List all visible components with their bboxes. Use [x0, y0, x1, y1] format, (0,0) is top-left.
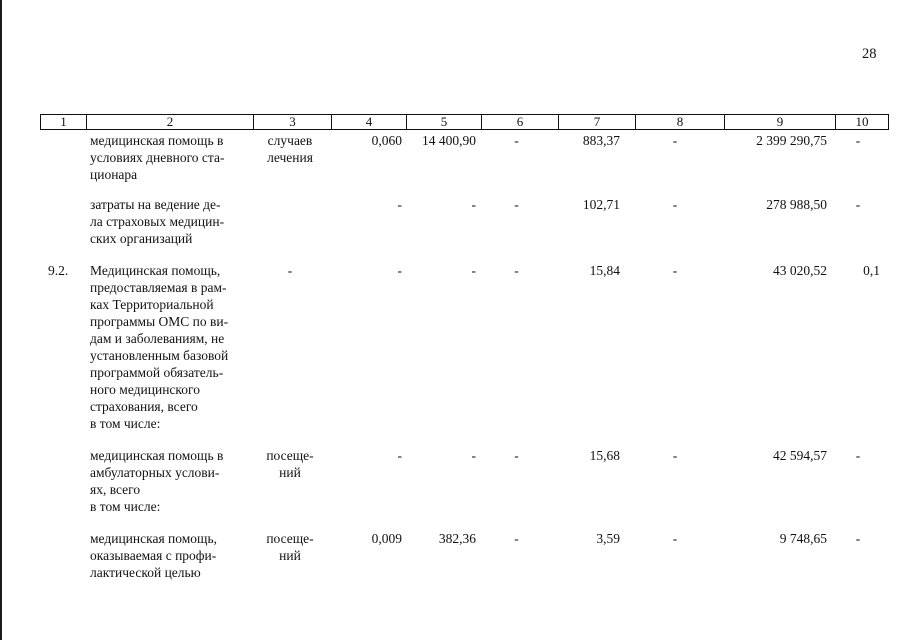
header-col-10: 10 — [836, 115, 889, 130]
cell-col-4: 0,060 — [371, 133, 402, 148]
row-name: медицинская помощь, оказываемая с профи- лактической целью — [90, 531, 217, 580]
cell-col-4: - — [397, 197, 402, 212]
row-unit: случаев лечения — [267, 133, 313, 165]
cell-col-5: - — [471, 263, 476, 278]
page-number: 28 — [862, 46, 877, 62]
cell-col-9: 9 748,65 — [779, 531, 827, 546]
cell-col-9: 278 988,50 — [766, 197, 827, 212]
cell-col-9: 2 399 290,75 — [756, 133, 827, 148]
row-name: медицинская помощь в условиях дневного ста- ционара — [90, 133, 225, 182]
cell-col-5: - — [471, 197, 476, 212]
cell-col-10: - — [855, 448, 861, 463]
cell-col-4: 0,009 — [371, 531, 402, 546]
cell-col-6: - — [514, 133, 519, 148]
cell-col-5: 382,36 — [438, 531, 476, 546]
row-name: медицинская помощь в амбулаторных услови- ях, всего в том числе: — [90, 448, 224, 514]
header-col-2: 2 — [87, 115, 254, 130]
cell-col-5: 14 400,90 — [422, 133, 476, 148]
cell-col-8: - — [672, 263, 678, 278]
column-number-header — [40, 114, 889, 130]
cell-col-7: 883,37 — [582, 133, 620, 148]
row-number: 9.2. — [48, 263, 69, 278]
cell-col-10: - — [855, 133, 861, 148]
row-name: Медицинская помощь, предоставляемая в рам- ках Территориальной программы ОМС по ви- дам и заболеваниям, не установленным базовой программой обязатель- ного медицинского страхования, всего в том числе: — [90, 263, 229, 431]
header-col-9: 9 — [725, 115, 836, 130]
header-col-8: 8 — [636, 115, 725, 130]
cell-col-6: - — [514, 448, 519, 463]
header-col-5: 5 — [407, 115, 482, 130]
cell-col-8: - — [672, 531, 678, 546]
cell-col-9: 42 594,57 — [773, 448, 827, 463]
header-col-7: 7 — [559, 115, 636, 130]
cell-col-5: - — [471, 448, 476, 463]
cell-col-7: 102,71 — [582, 197, 620, 212]
row-unit: - — [287, 263, 293, 278]
cell-col-10: 0,1 — [863, 263, 880, 278]
row-name: затраты на ведение де- ла страховых медицин- ских организаций — [90, 197, 225, 246]
cell-col-10: - — [855, 531, 861, 546]
cell-col-8: - — [672, 448, 678, 463]
header-col-6: 6 — [482, 115, 559, 130]
cell-col-7: 3,59 — [596, 531, 620, 546]
cell-col-8: - — [672, 197, 678, 212]
row-unit: посеще- ний — [266, 448, 314, 480]
cell-col-9: 43 020,52 — [773, 263, 827, 278]
header-col-1: 1 — [41, 115, 87, 130]
cell-col-8: - — [672, 133, 678, 148]
cell-col-6: - — [514, 531, 519, 546]
cell-col-7: 15,84 — [589, 263, 620, 278]
cell-col-4: - — [397, 263, 402, 278]
cell-col-4: - — [397, 448, 402, 463]
row-unit: посеще- ний — [266, 531, 314, 563]
header-col-3: 3 — [254, 115, 332, 130]
cell-col-6: - — [514, 197, 519, 212]
cell-col-6: - — [514, 263, 519, 278]
cell-col-10: - — [855, 197, 861, 212]
header-col-4: 4 — [332, 115, 407, 130]
cell-col-7: 15,68 — [589, 448, 620, 463]
page-edge — [0, 0, 2, 640]
